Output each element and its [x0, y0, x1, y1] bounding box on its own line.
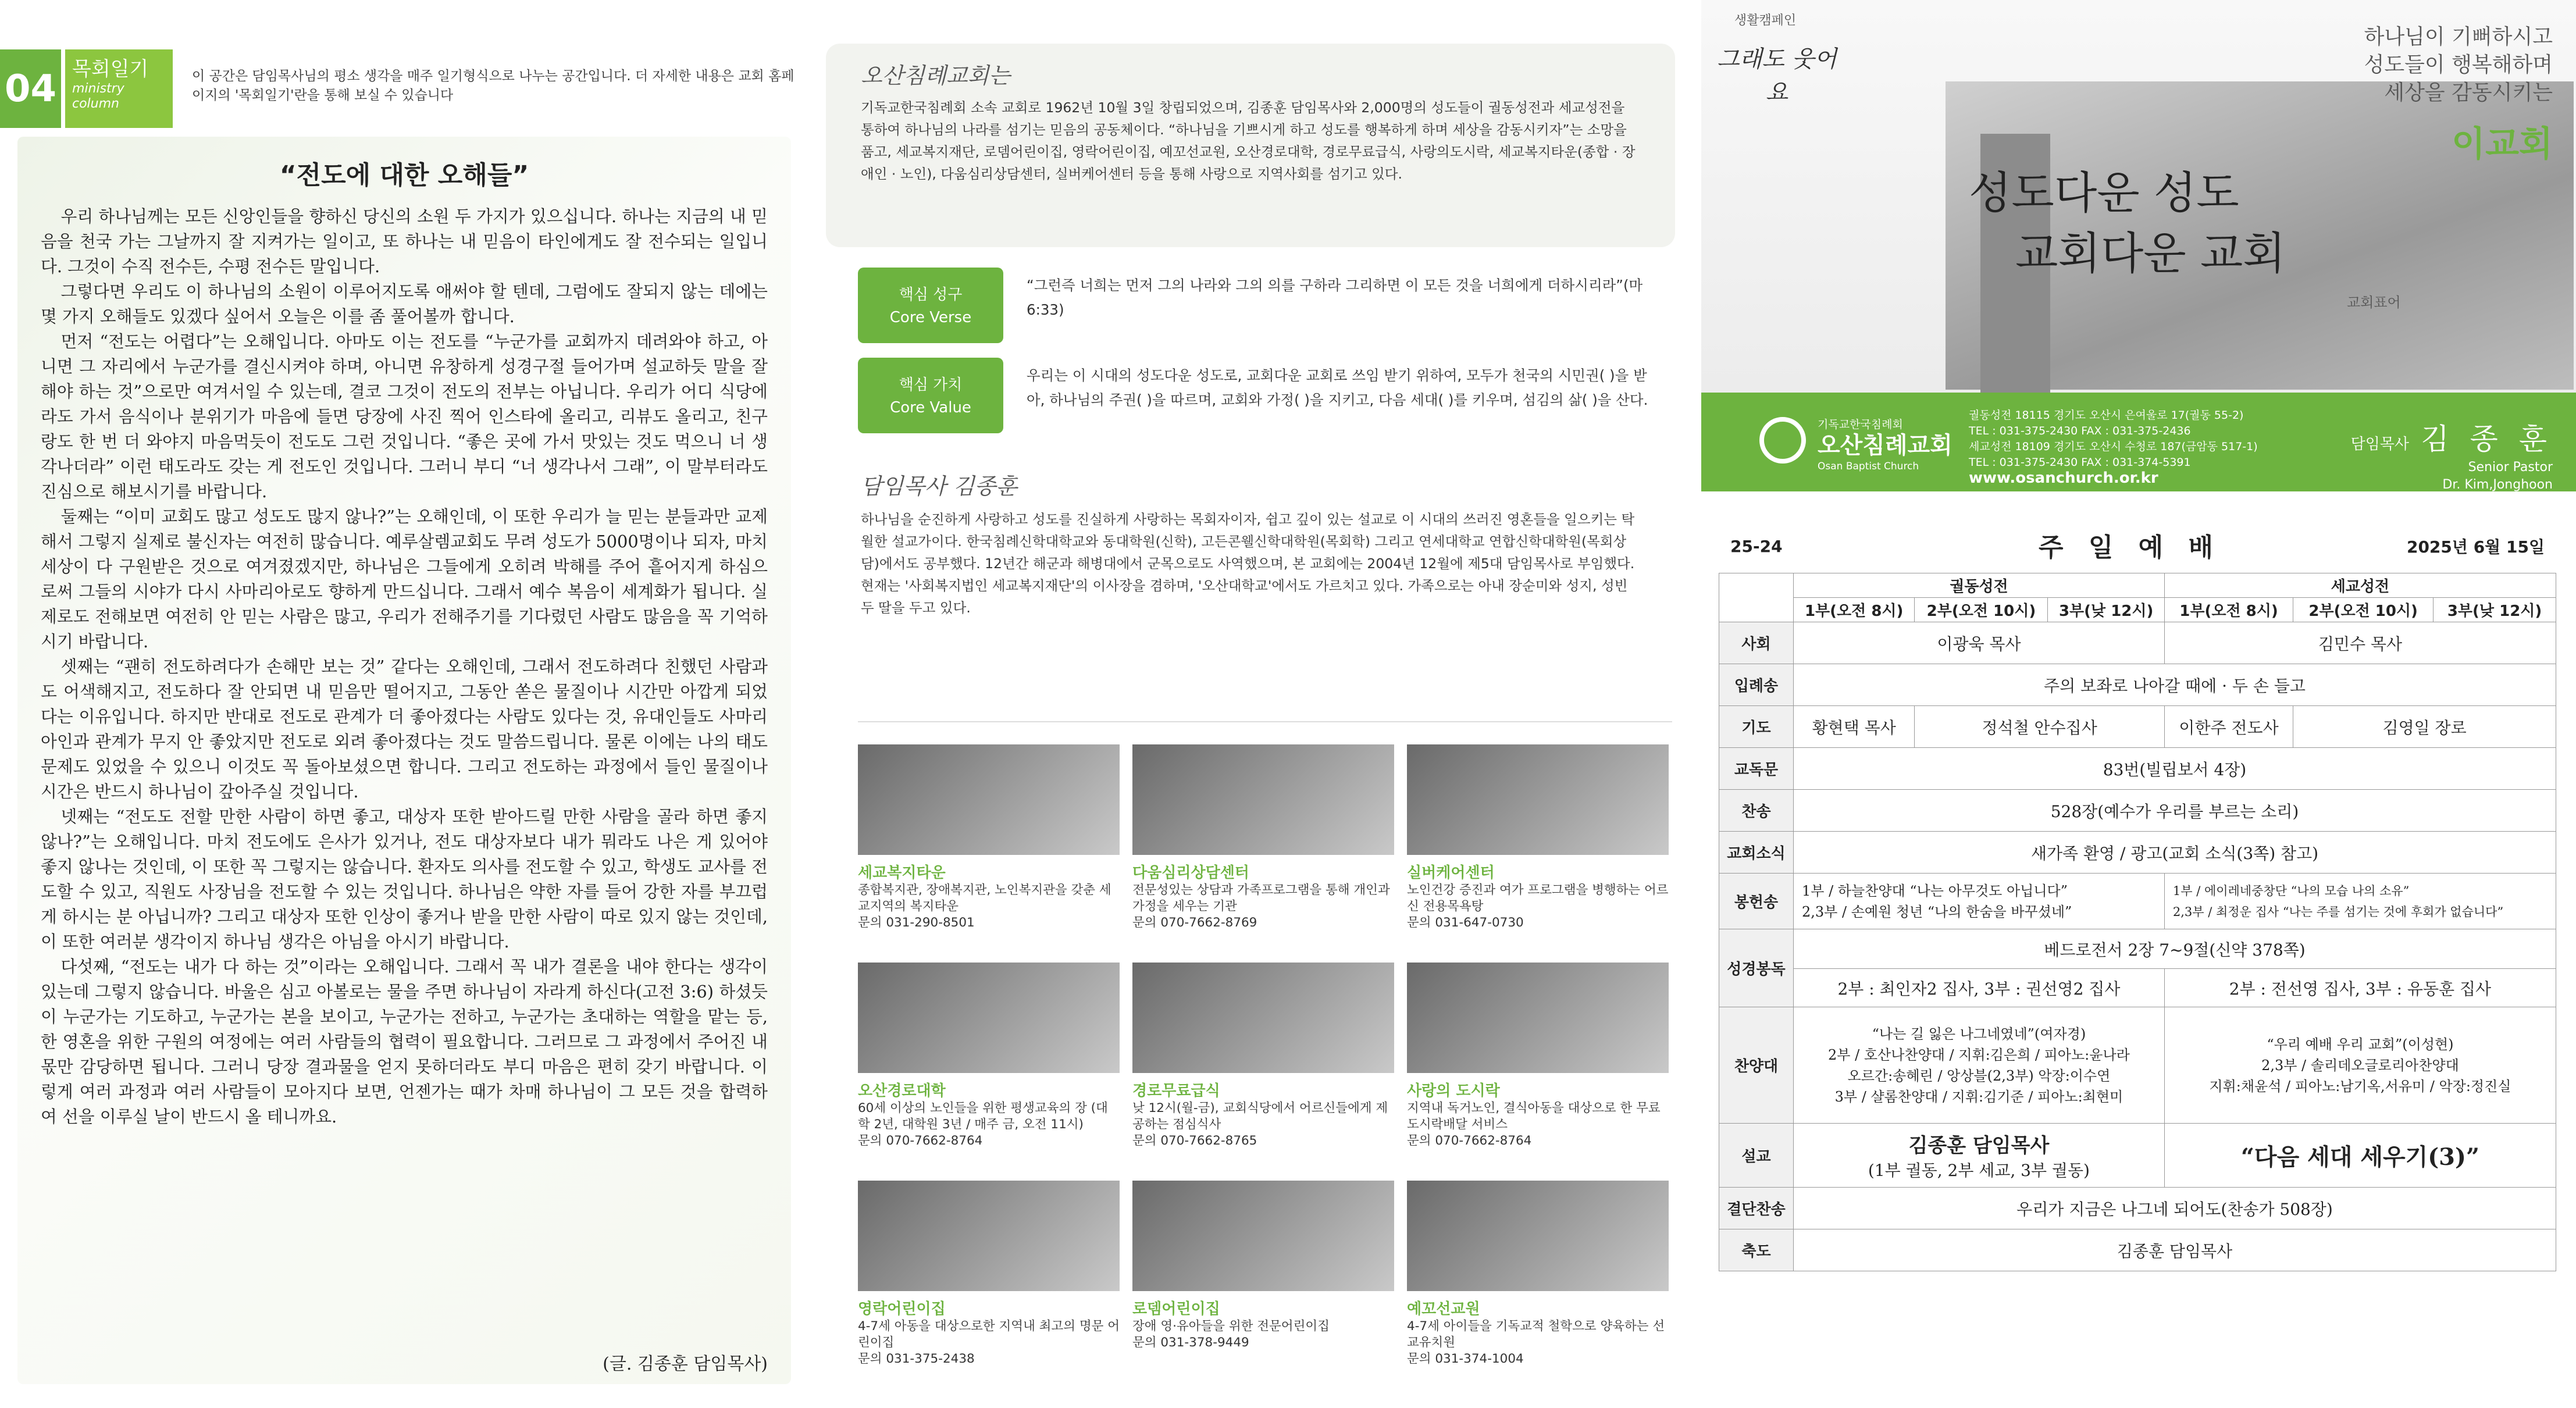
cell: 2부 : 최인자2 집사, 3부 : 권선영2 집사 [1794, 969, 2165, 1007]
column-title: “전도에 대한 오해들” [279, 161, 529, 190]
column-note: 이 공간은 담임목사님의 평소 생각을 매주 일기형식으로 나누는 공간입니다. 더 자세한 내용은 교회 홈페이지의 '목회일기'란을 통해 보실 수 있습니다 [192, 69, 794, 104]
service-header: 2부(오전 10시) [2293, 598, 2434, 622]
column-paragraph: 우리 하나님께는 모든 신앙인들을 향하신 당신의 소원 두 가지가 있으십니다. 하나는 지금의 내 믿음을 천국 가는 그날까지 잘 지켜가는 일이고, 또 하나는 내 믿음이 타인에게도 잘 전수되는 일입니다. 그것이 수직 전수든, 수평 전수든 말입니다. [41, 206, 768, 276]
table-row [1719, 748, 2556, 790]
ministry-card [858, 1181, 1120, 1387]
ministry-phone: 문의 031-375-2438 [858, 1352, 975, 1366]
service-header: 1부(오전 8시) [1794, 598, 1915, 622]
ministry-desc-text: 노인건강 증진과 여가 프로그램을 병행하는 어르신 전용목욕탕 [1407, 883, 1669, 914]
worship-date: 2025년 6월 15일 [2406, 537, 2545, 557]
pastor-block [2351, 416, 2553, 493]
pastor-name: 김 종 훈 [2421, 422, 2553, 456]
ministry-desc-text: 낮 12시(월-금), 교회식당에서 어르신들에게 제공하는 점심식사 [1132, 1101, 1388, 1132]
cell: 528장(예수가 우리를 부르는 소리) [1794, 790, 2556, 832]
column-paragraph: 둘째는 “이미 교회도 많고 성도도 많지 않나?”는 오해인데, 이 또한 우리가 늘 믿는 분들과만 교제해서 그렇지 실제로 불신자는 여전히 많습니다. 예루살렘교회도 무려 성도가 5000명이나 되자, 마치 세상이 다 구원받은 것으로 여겨졌겠지만, 하나님은 그들에게 오히려 박해를 주어 흩어지게 하심으로써 그들의 시야가 다시 사마리아로도 향하게 만드십니다. 그래서 예수 복음이 세계화가 됩니다. 실제로도 전해보면 여전히 안 믿는 사람은 많고, 우리가 전해주기를 기다렸던 사람도 많음을 꼭 기억하시기 바랍니다. [41, 507, 768, 651]
worship-title: 주 일 예 배 [2039, 533, 2221, 562]
sermon-detail: (1부 궐동, 2부 세교, 3부 궐동) [1868, 1161, 2090, 1180]
church-intro [826, 44, 1675, 247]
cell: 주의 보좌로 나아갈 때에 · 두 손 들고 [1794, 664, 2556, 706]
campaign-label: 생활캠페인 [1734, 13, 1797, 28]
table-row [1719, 622, 2556, 664]
ministry-name: 영락어린이집 [858, 1300, 946, 1318]
core-verse [858, 268, 1672, 349]
tagline-line: 하나님이 기뻐하시고 [2364, 25, 2553, 49]
ministry-card [1407, 1181, 1669, 1387]
core-value-label: 핵심 가치 [899, 376, 963, 394]
row-label: 결단찬송 [1719, 1188, 1794, 1229]
column-body [17, 137, 791, 1384]
ministry-desc [1132, 1100, 1394, 1149]
ministry-desc [1407, 882, 1669, 931]
ministry-phone: 문의 070-7662-8764 [858, 1133, 983, 1148]
ministry-photo [1132, 1181, 1394, 1291]
campus-header: 궐동성전 [1794, 573, 2165, 598]
cell [2164, 874, 2556, 929]
cover-image [1701, 0, 2576, 393]
table-corner [1719, 573, 1794, 622]
ministry-card [1132, 1181, 1394, 1387]
pastor-name-en: Dr. Kim,Jonghoon [2442, 477, 2553, 492]
ministry-name: 경로무료급식 [1132, 1082, 1220, 1100]
ministry-desc [1407, 1318, 1669, 1367]
bulletin-cover-panel [1701, 0, 2576, 1408]
ministry-photo [858, 744, 1120, 855]
cell: 베드로전서 2장 7~9절(신약 378쪽) [1794, 929, 2556, 969]
ministry-card [1407, 963, 1669, 1169]
table-row [1719, 573, 2556, 598]
ministry-card [1132, 963, 1394, 1169]
church-info-panel [826, 0, 1675, 1408]
choir-line: “우리 예배 우리 교회”(이성현) [2267, 1036, 2454, 1053]
tagline [2364, 23, 2553, 107]
ministry-phone: 문의 031-647-0730 [1407, 915, 1524, 930]
ministry-phone: 문의 070-7662-8764 [1407, 1133, 1532, 1148]
service-header: 3부(낮 12시) [2048, 598, 2164, 622]
service-header: 2부(오전 10시) [1915, 598, 2048, 622]
core-verse-label: 핵심 성구 [899, 286, 963, 304]
choir-line: 오르간:송혜린 / 앙상블(2,3부) 악장:이수연 [1847, 1067, 2111, 1084]
row-label: 설교 [1719, 1124, 1794, 1188]
core-verse-badge [858, 268, 1003, 343]
column-header [0, 49, 803, 131]
campus-header: 세교성전 [2164, 573, 2556, 598]
pastor-column-panel [0, 0, 803, 1408]
ministry-desc [1132, 882, 1394, 931]
pastor-title: 담임목사 김종훈 [861, 473, 1018, 499]
pastor-title-en: Senior Pastor [2468, 460, 2553, 475]
cell: 황현택 목사 [1794, 706, 1915, 748]
ministry-desc-text: 지역내 독거노인, 결식아동을 대상으로 한 무료 도시락배달 서비스 [1407, 1101, 1661, 1132]
ministry-desc-text: 60세 이상의 노인들을 위한 평생교육의 장 (대학 2년, 대학원 3년 / 매주 금, 오전 11시) [858, 1101, 1108, 1132]
cell: 2부 : 전선영 집사, 3부 : 유동훈 집사 [2164, 969, 2556, 1007]
website-link[interactable]: www.osanchurch.or.kr [1969, 469, 2158, 487]
preacher: 김종훈 담임목사 [1908, 1134, 2050, 1157]
ministry-photo [1132, 963, 1394, 1073]
offering-line: 2,3부 / 손예원 청년 “나의 한숨을 바꾸셨네” [1802, 903, 2072, 920]
offering-line: 2,3부 / 최정운 집사 “나는 주를 섬기는 것에 후회가 없습니다” [2172, 904, 2504, 919]
row-label: 찬양대 [1719, 1007, 1794, 1124]
page-number: 04 [0, 49, 61, 128]
motto-line: 교회다운 교회 [2015, 227, 2286, 279]
cell: 우리가 지금은 나그네 되어도(찬송가 508장) [1794, 1188, 2556, 1229]
column-label [65, 49, 173, 128]
ministry-card [858, 744, 1120, 951]
ministry-desc [858, 1318, 1120, 1367]
cell: 김영일 장로 [2293, 706, 2556, 748]
ministry-desc-text: 4-7세 아이들을 기독교적 철학으로 양육하는 선교유치원 [1407, 1319, 1665, 1350]
cell [1794, 874, 2165, 929]
ministry-phone: 문의 070-7662-8769 [1132, 915, 1257, 930]
cell [2164, 1007, 2556, 1124]
row-label: 찬송 [1719, 790, 1794, 832]
address-line: 궐동성전 18115 경기도 오산시 은여울로 17(궐동 55-2) [1969, 409, 2244, 422]
church-name-en: Osan Baptist Church [1818, 461, 1919, 472]
ministry-photo [1407, 963, 1669, 1073]
ministry-desc [858, 882, 1120, 931]
church-name-block [1818, 416, 1953, 472]
ministry-card [1132, 744, 1394, 951]
ministry-desc [1407, 1100, 1669, 1149]
ministry-phone: 문의 031-290-8501 [858, 915, 975, 930]
phone-line: TEL : 031-375-2430 FAX : 031-375-2436 [1969, 425, 2191, 437]
row-label: 입례송 [1719, 664, 1794, 706]
ministry-desc [858, 1100, 1120, 1149]
table-row [1719, 664, 2556, 706]
core-verse-text: “그런즉 너희는 먼저 그의 나라와 그의 의를 구하라 그리하면 이 모든 것을 너희에게 더하시리라”(마 6:33) [1027, 277, 1643, 318]
divider [858, 721, 1672, 722]
ministry-card [858, 963, 1120, 1169]
table-row [1719, 929, 2556, 969]
column-paragraph: 셋째는 “괜히 전도하려다가 손해만 보는 것” 같다는 오해인데, 그래서 전도하려다 친했던 사람과도 어색해지고, 전도하다 잘 안되면 내 믿음만 떨어지고, 그동안 쏟은 물질이나 시간만 아깝게 되었다는 이유입니다. 하지만 반대로 전도로 관계가 더 좋아졌다는 사람도 있다는 것, 유대인들도 사마리아인과 관계가 무지 안 좋았지만 전도로 외려 좋아졌다는 것도 말씀드립니다. 물론 이에는 나의 태도 문제도 있었을 수 있으니 이것도 꼭 돌아보셨으면 합니다. 그리고 전도하는 과정에서 들인 물질이나 시간은 반드시 하나님이 갚아주실 것입니다. [41, 657, 768, 801]
row-label: 축도 [1719, 1229, 1794, 1271]
table-row [1719, 832, 2556, 874]
cell [1794, 1007, 2165, 1124]
motto-caption: 교회표어 [2347, 294, 2401, 311]
ministry-desc-text: 장애 영·유아들을 위한 전문어린이집 [1132, 1319, 1330, 1334]
column-paragraph: 그렇다면 우리도 이 하나님의 소원이 이루어지도록 애써야 할 텐데, 그럼에도 잘되지 않는 데에는 몇 가지 오해들도 있겠다 싶어서 오늘은 이를 좀 풀어볼까 합니다. [41, 281, 768, 326]
tagline-line: 세상을 감동시키는 [2384, 81, 2553, 105]
ministry-name: 오산경로대학 [858, 1082, 946, 1100]
ministry-name: 사랑의 도시락 [1407, 1082, 1500, 1100]
row-label: 봉헌송 [1719, 874, 1794, 929]
row-label: 사회 [1719, 622, 1794, 664]
intro-text: 기독교한국침례회 소속 교회로 1962년 10월 3일 창립되었으며, 김종훈 담임목사와 2,000명의 성도들이 궐동성전과 세교성전을 통하여 하나님의 나라를 섬기는 믿음의 공동체이다. “하나님을 기쁘시게 하고 성도를 행복하게 하며 세상을 감동시키자”는 소망을 품고, 세교복지재단, 로뎀어린이집, 영락어린이집, 예꼬선교원, 오산경로대학, 경로무료급식, 사랑의도시락, 세교복지타운(종합 · 장애인 · 노인), 다움심리상담센터, 실버케어센터 등을 통해 사랑으로 지역사회를 섬기고 있다. [861, 99, 1636, 182]
motto-line: 성도다운 성도 [1969, 167, 2239, 219]
choir-line: 2,3부 / 솔리데오글로리아찬양대 [2261, 1057, 2459, 1074]
cell: 정석철 안수집사 [1915, 706, 2164, 748]
ministry-name: 세교복지타운 [858, 864, 946, 882]
column-label-ko: 목회일기 [72, 58, 149, 81]
column-paragraph: 넷째는 “전도도 전할 만한 사람이 하면 좋고, 대상자 또한 받아드릴 만한 사람을 골라 하면 좋지 않나?”는 오해입니다. 마치 전도에도 은사가 있거나, 전도 대상자보다 내가 뭐라도 나은 게 있어야 좋지 않나는 것인데, 이 또한 꼭 그렇지는 않습니다. 환자도 의사를 전도할 수 있고, 학생도 교사를 전도할 수 있고, 직원도 사장님을 전도할 수 있는 것입니다. 하나님은 약한 자를 들어 강한 자를 부끄럽게 하시는 분 아닙니까? 그리고 대상자 또한 인상이 좋거나 받을 만한 사람이 따로 있지 않는 것인데, 이 또한 여러분 생각이지 하나님 생각은 아님을 아시기 바랍니다. [41, 807, 768, 951]
ministry-phone: 문의 070-7662-8765 [1132, 1133, 1257, 1148]
table-row [1719, 1007, 2556, 1124]
pastor-text: 하나님을 순진하게 사랑하고 성도를 진실하게 사랑하는 목회자이자, 쉽고 깊이 있는 설교로 이 시대의 쓰러진 영혼들을 일으키는 탁월한 설교가이다. 한국침례신학대학교와 동대학원(신학), 고든콘웰신학대학원(목회학) 그리고 연세대학교 연합신학대학원(목회상담)에서도 공부했다. 12년간 해군과 해병대에서 군목으로도 사역했으며, 본 교회에는 2004년 12월에 제5대 담임목사로 부임했다. 현재는 '사회복지법인 세교복지재단'의 이사장을 겸하며, '오산대학교'에서도 가르치고 있다. 가족으로는 아내 장순미와 성지, 성빈 두 딸을 두고 있다. [861, 511, 1635, 616]
offering-line: 1부 / 에이레네중창단 “나의 모습 나의 소유” [2172, 883, 2410, 898]
ministry-name: 로뎀어린이집 [1132, 1300, 1220, 1318]
worship-order-table [1719, 573, 2556, 1271]
pastor-label: 담임목사 [2350, 436, 2410, 453]
ministry-name: 실버케어센터 [1407, 864, 1495, 882]
church-name: 오산침례교회 [1818, 432, 1953, 459]
ministry-photo [1407, 1181, 1669, 1291]
choir-line: “나는 길 잃은 나그네였네”(여자경) [1872, 1025, 2086, 1042]
church-logo-icon [1759, 417, 1806, 464]
service-header: 3부(낮 12시) [2434, 598, 2556, 622]
ministry-card [1407, 744, 1669, 951]
ministry-desc-text: 전문성있는 상담과 가족프로그램을 통해 개인과 가정을 세우는 기관 [1132, 883, 1390, 914]
brand-logo: 이교회 [2452, 124, 2553, 165]
address-line: 세교성전 18109 경기도 오산시 수청로 187(금암동 517-1) [1969, 440, 2258, 453]
denomination: 기독교한국침례회 [1818, 418, 1903, 431]
column-signature: (글. 김종훈 담임목사) [603, 1354, 768, 1374]
table-row [1719, 790, 2556, 832]
cell [1794, 1124, 2165, 1188]
row-label: 성경봉독 [1719, 929, 1794, 1007]
campaign-logo: 그래도 웃어요 [1717, 46, 1837, 106]
table-row [1719, 874, 2556, 929]
service-header: 1부(오전 8시) [2164, 598, 2293, 622]
intro-title: 오산침례교회는 [861, 63, 1010, 88]
tagline-line: 성도들이 행복해하며 [2364, 53, 2553, 77]
pastor-profile [826, 468, 1675, 619]
core-value-badge [858, 358, 1003, 433]
ministry-photo [1132, 744, 1394, 855]
table-row [1719, 706, 2556, 748]
ministry-photo [1407, 744, 1669, 855]
ministry-phone: 문의 031-374-1004 [1407, 1352, 1524, 1366]
column-label-en: ministry column [72, 81, 124, 112]
church-addresses [1969, 408, 2258, 486]
choir-line: 3부 / 샬롬찬양대 / 지휘:김기준 / 피아노:최현미 [1834, 1088, 2123, 1105]
cell: 새가족 환영 / 광고(교회 소식(3쪽) 참고) [1794, 832, 2556, 874]
bulletin-code: 25-24 [1730, 537, 1783, 556]
row-label: 기도 [1719, 706, 1794, 748]
ministry-name: 예꼬선교원 [1407, 1300, 1480, 1318]
core-value [858, 358, 1672, 439]
cell: 83번(빌립보서 4장) [1794, 748, 2556, 790]
column-paragraph: 먼저 “전도는 어렵다”는 오해입니다. 아마도 이는 전도를 “누군가를 교회까지 데려와야 하고, 아니면 그 자리에서 누군가를 결신시켜야 하며, 아니면 유창하게 성경구절 들어가며 설교하듯 말을 잘해야 하는 것”으로만 여겨서일 수 있는데, 결코 그것이 전도의 전부는 아닙니다. 우리가 어디 식당에라도 가서 음식이나 분위기가 마음에 들면 당장에 사진 찍어 인스타에 올리고, 리뷰도 올리고, 친구랑도 한 번 더 와야지 마음먹듯이 전도도 그런 것입니다. “좋은 곳에 가서 맛있는 것도 먹으니 너 생각나더라” 이런 태도라도 갖는 게 전도인 것입니다. 그러니 부디 “너 생각나서 그래”, 이 말부터라도 진심으로 해보시기를 바랍니다. [41, 331, 768, 501]
table-row [1719, 1124, 2556, 1188]
core-value-label-en: Core Value [890, 399, 971, 416]
cell: 김종훈 담임목사 [1794, 1229, 2556, 1271]
ministry-desc [1132, 1318, 1394, 1351]
choir-line: 지휘:채윤석 / 피아노:남기옥,서유미 / 악장:정진실 [2209, 1078, 2511, 1095]
ministry-photo [858, 963, 1120, 1073]
cell: 이광욱 목사 [1794, 622, 2165, 664]
phone-line: TEL : 031-375-2430 FAX : 031-374-5391 [1969, 456, 2191, 469]
choir-line: 2부 / 호산나찬양대 / 지휘:김은희 / 피아노:윤나라 [1828, 1046, 2130, 1063]
cell: 김민수 목사 [2164, 622, 2556, 664]
ministry-desc-text: 종합복지관, 장애복지관, 노인복지관을 갖춘 세교지역의 복지타운 [858, 883, 1111, 914]
offering-line: 1부 / 하늘찬양대 “나는 아무것도 아닙니다” [1802, 882, 2068, 899]
row-label: 교회소식 [1719, 832, 1794, 874]
table-row [1719, 1229, 2556, 1271]
cell: 이한주 전도사 [2164, 706, 2293, 748]
table-row [1719, 1188, 2556, 1229]
row-label: 교독문 [1719, 748, 1794, 790]
sermon-title: “다음 세대 세우기(3)” [2164, 1124, 2556, 1188]
column-paragraph: 다섯째, “전도는 내가 다 하는 것”이라는 오해입니다. 그래서 꼭 내가 결론을 내야 한다는 생각이 있는데 그렇지 않습니다. 바울은 심고 아볼로는 물을 주면 하나님이 자라게 하신다(고전 3:6) 하셨듯이 누군가는 기도하고, 누군가는 본을 보이고, 누군가는 전하고, 누군가는 초대하는 역할을 맡는 등, 한 영혼을 위한 구원의 여정에는 여러 사람들의 협력이 필요합니다. 그러므로 그 과정에서 주어진 내 몫만 감당하면 됩니다. 그러니 당장 결과물을 얻지 못하더라도 부디 마음은 편히 갖기 바랍니다. 이렇게 여러 과정과 여러 사람들이 모아지다 보면, 언젠가는 때가 차매 하나님이 그 모든 것을 합력하여 선을 이루실 날이 반드시 올 테니까요. [41, 957, 768, 1127]
table-row [1719, 598, 2556, 622]
church-info-bar [1701, 393, 2576, 491]
ministry-phone: 문의 031-378-9449 [1132, 1335, 1249, 1350]
core-verse-label-en: Core Verse [889, 309, 972, 326]
ministry-desc-text: 4-7세 아동을 대상으로한 지역내 최고의 명문 어린이집 [858, 1319, 1120, 1350]
ministry-photo [858, 1181, 1120, 1291]
core-value-text: 우리는 이 시대의 성도다운 성도로, 교회다운 교회로 쓰임 받기 위하여, 모두가 천국의 시민권( )을 받아, 하나님의 주권( )을 따르며, 교회와 가정( )을 지키고, 다음 세대( )를 키우며, 섬김의 삶( )을 산다. [1027, 367, 1648, 408]
church-motto [1969, 163, 2286, 284]
table-row [1719, 969, 2556, 1007]
ministry-name: 다움심리상담센터 [1132, 864, 1249, 882]
